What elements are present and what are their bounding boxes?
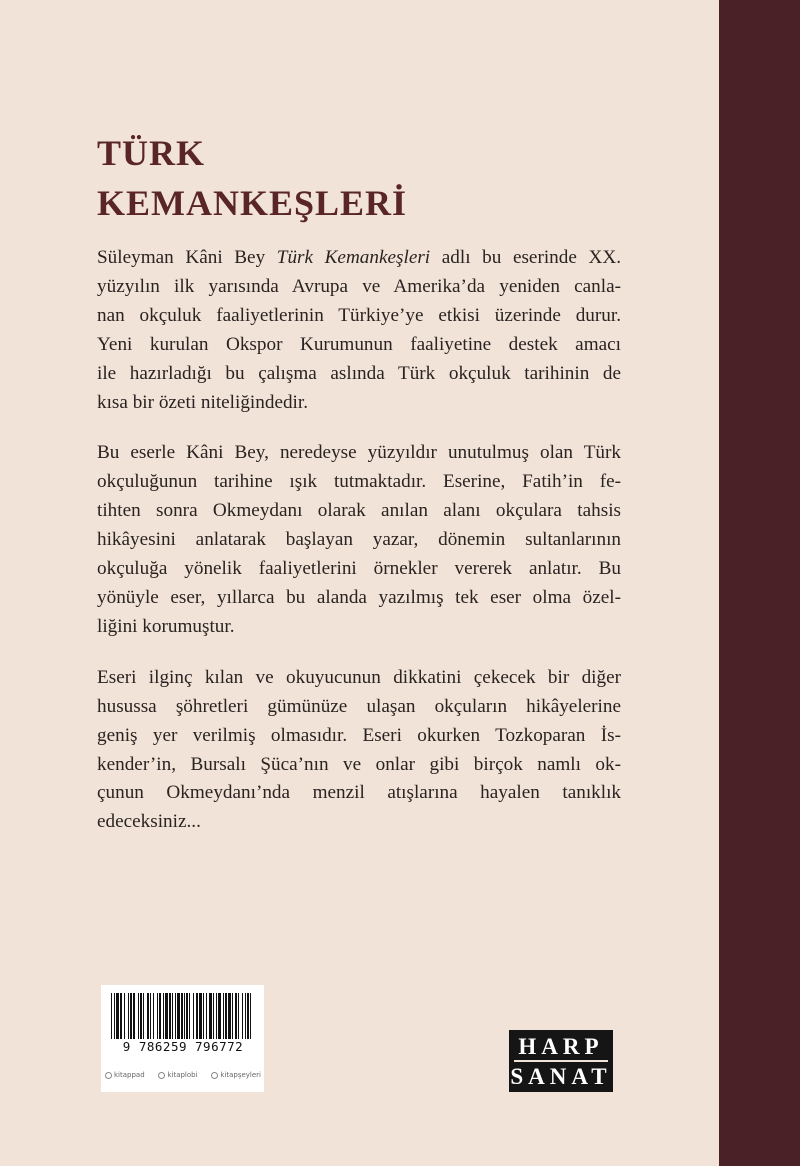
book-title [97, 128, 407, 228]
text-line: kısa bir özeti niteliğindedir. [97, 391, 309, 413]
paragraph [97, 664, 621, 837]
seller-logo [211, 1071, 261, 1079]
text-line: edeceksiniz... [97, 811, 201, 833]
text-line: nan okçuluk faaliyetlerinin Türkiye’ye etkisi üzerinde durur. [97, 304, 621, 326]
paragraph [97, 244, 621, 417]
text-line: hikâyesini anlatarak başlayan yazar, dönemin sultanlarının [97, 529, 621, 551]
seller-k-icon [158, 1072, 165, 1079]
text-line: Eseri ilginç kılan ve okuyucunun dikkatini çekecek bir diğer [97, 666, 621, 688]
blurb-text [97, 244, 621, 859]
text-line: liğini korumuştur. [97, 615, 235, 637]
text-line: kender’in, Bursalı Şüca’nın ve onlar gibi birçok namlı ok- [97, 753, 621, 775]
isbn-barcode [101, 985, 264, 1092]
seller-name: kitaplobi [167, 1071, 198, 1079]
text-line: yüzyılın ilk yarısında Avrupa ve Amerika’da yeniden canla- [97, 275, 621, 297]
text-line: okçuluğa yönelik faaliyetlerini örnekler vererek anlatır. Bu [97, 558, 621, 580]
seller-logo [105, 1071, 145, 1079]
isbn-number: 9 786259 796772 [122, 1039, 244, 1054]
text-line: Yeni kurulan Okspor Kurumunun faaliyetine destek amacı [97, 333, 621, 355]
text-line: okçuluğunun tarihine ışık tutmaktadır. Eserine, Fatih’in fe- [97, 471, 621, 493]
text-line: geniş yer verilmiş olmasıdır. Eseri okurken Tozkoparan İs- [97, 724, 621, 746]
text-line: Süleyman Kâni Bey Türk Kemankeşleri adlı bu eserinde XX. [97, 247, 621, 268]
seller-name: kitappad [114, 1071, 145, 1079]
seller-logos [105, 1071, 261, 1079]
seller-k-icon [105, 1072, 112, 1079]
publisher-logo [509, 1030, 613, 1092]
text-line: ile hazırladığı bu çalışma aslında Türk okçuluk tarihinin de [97, 362, 621, 384]
italic-book-title: Türk Kemankeşleri [276, 247, 431, 268]
publisher-word-1: HARP [518, 1033, 604, 1059]
seller-k-icon [211, 1072, 218, 1079]
text-line: çunun Okmeydanı’nda menzil atışlarına hayalen tanıklık [97, 782, 621, 804]
title-line-1: TÜRK [97, 133, 206, 173]
seller-name: kitapşeyleri [220, 1071, 261, 1079]
publisher-word-2: SANAT [510, 1063, 612, 1089]
spine-band [719, 0, 800, 1166]
title-line-2: KEMANKEŞLERİ [97, 183, 408, 223]
barcode-bars [109, 993, 256, 1041]
seller-logo [158, 1071, 197, 1079]
text-line: Bu eserle Kâni Bey, neredeyse yüzyıldır unutulmuş olan Türk [97, 442, 621, 464]
text-line: yönüyle eser, yıllarca bu alanda yazılmış tek eser olma özel- [97, 586, 621, 608]
paragraph [97, 439, 621, 641]
text-line: tihten sonra Okmeydanı olarak anılan alanı okçulara tahsis [97, 500, 621, 522]
text-line: husussa şöhretleri gümünüze ulaşan okçuların hikâyelerine [97, 695, 621, 717]
